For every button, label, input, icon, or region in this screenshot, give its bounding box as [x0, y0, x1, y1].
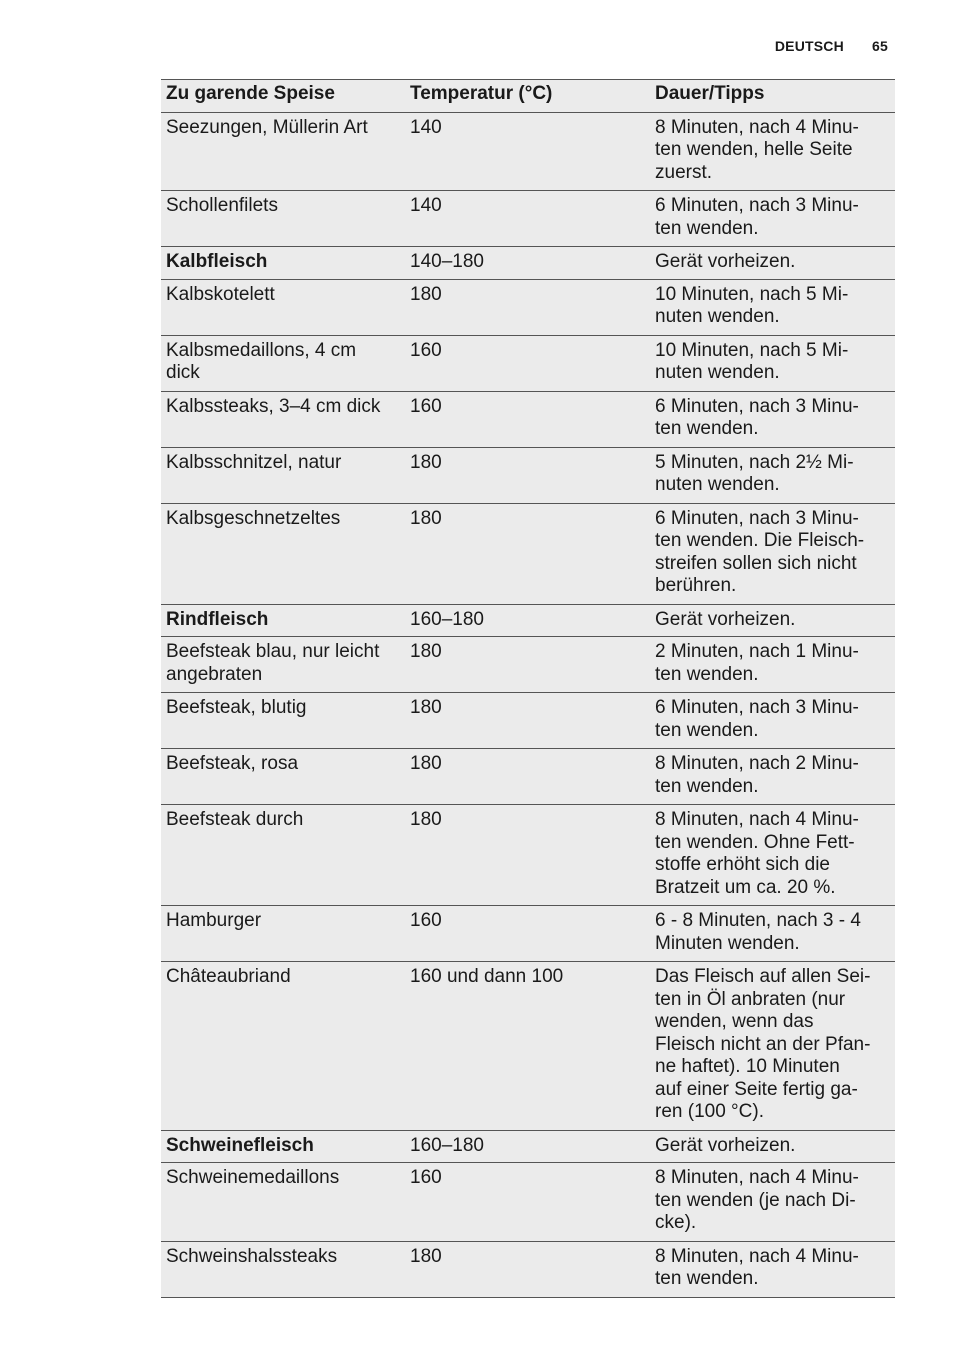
section-title: DEUTSCH — [774, 38, 844, 54]
table-row-group — [161, 247, 895, 280]
table-row — [161, 1163, 895, 1242]
cell-temperature: 160–180 — [405, 604, 650, 637]
cell-duration-tips: 6 Minuten, nach 3 Minu- ten wenden. — [650, 693, 895, 749]
cell-temperature: 180 — [405, 503, 650, 604]
cell-food: Beefsteak, rosa — [161, 749, 405, 805]
table-row — [161, 1241, 895, 1297]
table-row — [161, 805, 895, 906]
table-row — [161, 906, 895, 962]
cell-food: Seezungen, Müllerin Art — [161, 112, 405, 191]
cell-temperature: 180 — [405, 693, 650, 749]
table-header-row — [161, 80, 895, 113]
cell-duration-tips: 10 Minuten, nach 5 Mi- nuten wenden. — [650, 279, 895, 335]
cell-food: Kalbskotelett — [161, 279, 405, 335]
cell-duration-tips: Das Fleisch auf allen Sei- ten in Öl anbraten (nur wenden, wenn das Fleisch nicht an der Pfan- ne haftet). 10 Minuten auf einer Seite fertig ga- ren (100 °C). — [650, 962, 895, 1131]
cell-duration-tips: Gerät vorheizen. — [650, 247, 895, 280]
table-row — [161, 279, 895, 335]
table-row — [161, 637, 895, 693]
cell-food: Kalbfleisch — [161, 247, 405, 280]
cell-temperature: 180 — [405, 749, 650, 805]
cell-food: Beefsteak durch — [161, 805, 405, 906]
cell-temperature: 160 — [405, 906, 650, 962]
cell-duration-tips: 6 Minuten, nach 3 Minu- ten wenden. Die Fleisch- streifen sollen sich nicht berühren. — [650, 503, 895, 604]
table-row — [161, 112, 895, 191]
table-row — [161, 962, 895, 1131]
cell-food: Kalbsgeschnetzeltes — [161, 503, 405, 604]
column-header-food: Zu garende Speise — [161, 80, 405, 113]
cell-food: Schweinefleisch — [161, 1130, 405, 1163]
column-header-duration-tips: Dauer/Tipps — [650, 80, 895, 113]
cell-food: Schollenfilets — [161, 191, 405, 247]
table-row — [161, 749, 895, 805]
cell-temperature: 160 — [405, 391, 650, 447]
cell-duration-tips: 8 Minuten, nach 4 Minu- ten wenden. — [650, 1241, 895, 1297]
cell-duration-tips: 8 Minuten, nach 4 Minu- ten wenden (je nach Di- cke). — [650, 1163, 895, 1242]
cell-duration-tips: 8 Minuten, nach 4 Minu- ten wenden. Ohne Fett- stoffe erhöht sich die Bratzeit um ca. 20 %. — [650, 805, 895, 906]
page-header — [775, 38, 888, 54]
cell-food: Châteaubriand — [161, 962, 405, 1131]
cell-duration-tips: 6 Minuten, nach 3 Minu- ten wenden. — [650, 391, 895, 447]
table-body — [161, 112, 895, 1297]
cell-duration-tips: 8 Minuten, nach 2 Minu- ten wenden. — [650, 749, 895, 805]
table-row — [161, 335, 895, 391]
cell-duration-tips: 6 Minuten, nach 3 Minu- ten wenden. — [650, 191, 895, 247]
cell-temperature: 140–180 — [405, 247, 650, 280]
cell-temperature: 140 — [405, 112, 650, 191]
cell-food: Hamburger — [161, 906, 405, 962]
cell-duration-tips: 10 Minuten, nach 5 Mi- nuten wenden. — [650, 335, 895, 391]
table-row — [161, 503, 895, 604]
cell-duration-tips: Gerät vorheizen. — [650, 604, 895, 637]
cell-temperature: 180 — [405, 1241, 650, 1297]
cell-temperature: 180 — [405, 805, 650, 906]
table-row — [161, 191, 895, 247]
table-row-group — [161, 1130, 895, 1163]
cell-temperature: 180 — [405, 447, 650, 503]
cell-food: Kalbsschnitzel, natur — [161, 447, 405, 503]
cell-temperature: 160–180 — [405, 1130, 650, 1163]
cell-duration-tips: 5 Minuten, nach 2½ Mi- nuten wenden. — [650, 447, 895, 503]
cell-duration-tips: 2 Minuten, nach 1 Minu- ten wenden. — [650, 637, 895, 693]
table-row — [161, 693, 895, 749]
cell-food: Kalbsmedaillons, 4 cm dick — [161, 335, 405, 391]
cell-duration-tips: 8 Minuten, nach 4 Minu- ten wenden, helle Seite zuerst. — [650, 112, 895, 191]
page-number: 65 — [872, 38, 888, 54]
cell-food: Rindfleisch — [161, 604, 405, 637]
cell-duration-tips: 6 - 8 Minuten, nach 3 - 4 Minuten wenden. — [650, 906, 895, 962]
cell-food: Beefsteak, blutig — [161, 693, 405, 749]
cell-temperature: 140 — [405, 191, 650, 247]
table-row-group — [161, 604, 895, 637]
cell-temperature: 180 — [405, 637, 650, 693]
cell-duration-tips: Gerät vorheizen. — [650, 1130, 895, 1163]
table-row — [161, 391, 895, 447]
cell-temperature: 160 — [405, 335, 650, 391]
cell-food: Kalbssteaks, 3–4 cm dick — [161, 391, 405, 447]
cell-food: Schweinshalssteaks — [161, 1241, 405, 1297]
cell-food: Schweinemedaillons — [161, 1163, 405, 1242]
cell-temperature: 160 — [405, 1163, 650, 1242]
table-row — [161, 447, 895, 503]
cell-temperature: 180 — [405, 279, 650, 335]
cell-temperature: 160 und dann 100 — [405, 962, 650, 1131]
cell-food: Beefsteak blau, nur leicht angebraten — [161, 637, 405, 693]
column-header-temperature: Temperatur (°C) — [405, 80, 650, 113]
cooking-table — [161, 79, 895, 1298]
